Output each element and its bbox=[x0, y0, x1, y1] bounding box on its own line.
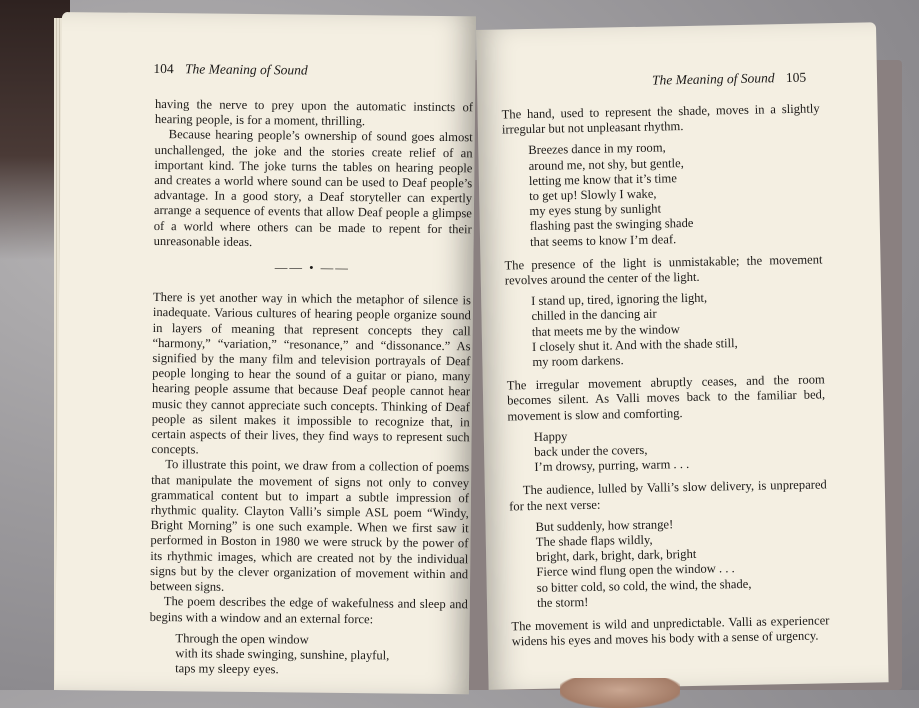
paragraph: The hand, used to represent the shade, moves in a slightly irregular but not unpleasant rhythm. bbox=[501, 101, 820, 137]
right-running-title: The Meaning of Sound bbox=[651, 70, 775, 88]
paragraph: The movement is wild and unpredictable. Valli as experiencer widens his eyes and moves his body with a sense of urgency. bbox=[511, 613, 830, 649]
left-running-head bbox=[153, 61, 307, 79]
paragraph: There is yet another way in which the metaphor of silence is inadequate. Various cultures of hearing people organize sound in layers of meaning that represent concepts they call “harmony,” “variation,” “resonance,” and “dissonance.” As signified by the many film and television portrayals of Deaf people longing to hear the sound of a guitar or piano, many hearing people assume that because Deaf people cannot hear music they cannot appreciate such concepts. Thinking of Deaf people as silent makes it impossible to recognize that, in certain aspects of their lives, they find ways to represent such concepts. bbox=[151, 290, 472, 457]
paragraph: The presence of the light is unmistakable; the movement revolves around the center of the light. bbox=[504, 252, 823, 288]
poem-verse: Happy back under the covers, I’m drowsy, purring, warm . . . bbox=[533, 429, 690, 475]
paragraph: Because hearing people’s ownership of sound goes almost unchallenged, the joke and the stories create relief of an important kind. The joke turns the tables on hearing people and creates a world where sound can be used to Deaf people’s advantage. In a good story, a Deaf storyteller can expertly arrange a sequence of events that allow Deaf people a glimpse of a world where others can be made to repent for their unreasonable ideas. bbox=[153, 127, 473, 249]
poem-verse: Breezes dance in my room, around me, not shy, but gentle, letting me know that it’s time to get up! Slowly I wake, my eyes stung by sunlight flashing past the swinging shade that seems to know I’m deaf. bbox=[528, 140, 694, 249]
right-running-head bbox=[652, 70, 807, 89]
left-page-number: 104 bbox=[153, 60, 174, 77]
thumb bbox=[560, 678, 680, 708]
left-running-title: The Meaning of Sound bbox=[184, 61, 308, 78]
poem-verse: But suddenly, how strange! The shade flaps wildly, bright, dark, bright, dark, bright Fierce wind flung open the window . . . so bitter cold, so cold, the wind, the shade, the storm! bbox=[535, 517, 752, 610]
right-page-number: 105 bbox=[785, 69, 807, 86]
right-page bbox=[476, 22, 889, 690]
left-page bbox=[55, 12, 476, 694]
poem-verse: I stand up, tired, ignoring the light, chilled in the dancing air that meets me by the window I closely shut it. And with the shade still, my room darkens. bbox=[531, 290, 738, 370]
section-separator: —— • —— bbox=[274, 260, 350, 276]
paragraph: The irregular movement abruptly ceases, and the room becomes silent. As Valli moves back to the familiar bed, movement is slow and comforting. bbox=[506, 372, 826, 424]
poem-verse: Through the open window with its shade swinging, sunshine, playful, taps my sleepy eyes. bbox=[175, 630, 390, 677]
paragraph: The poem describes the edge of wakefulness and sleep and begins with a window and an external force: bbox=[149, 594, 468, 626]
paragraph: having the nerve to prey upon the automatic instincts of hearing people, is for a moment, thrilling. bbox=[154, 96, 474, 129]
left-text-column bbox=[149, 97, 473, 688]
paragraph: To illustrate this point, we draw from a collection of poems that manipulate the movement of signs not only to convey grammatical content but to impart a subtle impression of rhythmic quality. Clayton Valli’s simple ASL poem “Windy, Bright Morning” is one such example. When we first saw it performed in Boston in 1980 we were struck by the power of its rhythmic images, which are created not by the individual signs but by the clever organization of movement within and between signs. bbox=[149, 457, 470, 594]
right-text-column bbox=[501, 101, 829, 650]
paragraph: The audience, lulled by Valli’s slow delivery, is unprepared for the next verse: bbox=[509, 477, 827, 514]
